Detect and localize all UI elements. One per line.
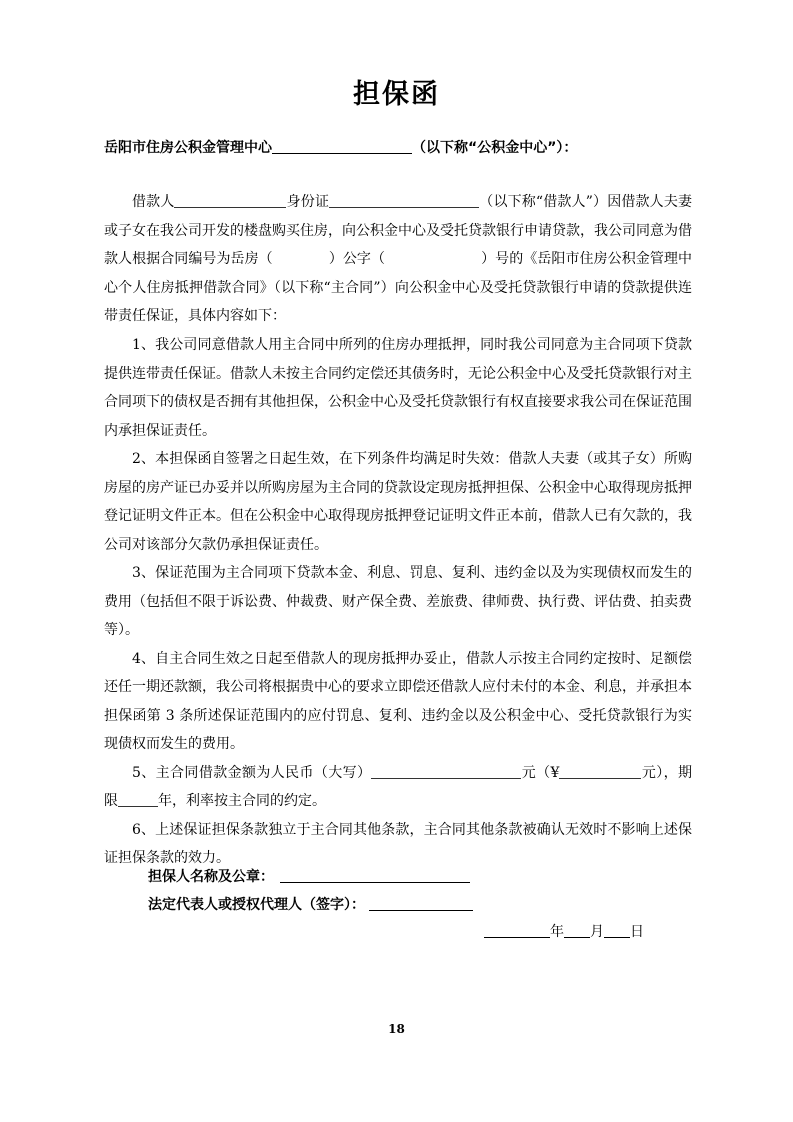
borrower-label: 借款人 — [132, 194, 175, 210]
page-number: 18 — [388, 1022, 405, 1036]
day-label: 日 — [630, 924, 644, 940]
intro-text-3: ）号的《岳阳市住房公积金管理中心个人住房抵押借款合同》（以下称“主合同”）向公积金中心及受托贷款银行申请的贷款提供连带责任保证，具体内容如下： — [104, 251, 692, 324]
id-number-blank[interactable] — [329, 193, 479, 208]
representative-blank[interactable] — [369, 896, 473, 911]
guarantor-blank[interactable] — [280, 868, 470, 883]
amount-number-blank[interactable] — [559, 764, 641, 779]
clause-6: 6、上述保证担保条款独立于主合同其他条款，主合同其他条款被确认无效时不影响上述保证担保条款的效力。 — [104, 821, 692, 866]
amount-words-blank[interactable] — [371, 764, 521, 779]
date-line — [484, 921, 644, 941]
term-years-blank[interactable] — [118, 792, 158, 807]
clause-5-text-3: 元），期限 — [104, 764, 692, 809]
clause-5-text-4: 年，利率按主合同的约定。 — [158, 793, 326, 809]
clause-1: 1、我公司同意借款人用主合同中所列的住房办理抵押，同时我公司同意为主合同项下贷款提供连带责任保证。借款人未按主合同约定偿还其债务时，无论公积金中心及受托贷款银行对主合同项下的债权是否拥有其他担保，公积金中心及受托贷款银行有权直接要求我公司在保证范围内承担保证责任。 — [104, 337, 692, 439]
clause-5-text-2: 元（¥ — [521, 764, 560, 781]
representative-label: 法定代表人或授权代理人（签字）： — [148, 897, 365, 913]
guarantor-label: 担保人名称及公章： — [148, 869, 274, 885]
addressee-suffix: （以下称“公积金中心”）： — [412, 140, 578, 156]
intro-text-2: ）公字（ — [328, 251, 386, 267]
document-title: 担保函 — [353, 79, 440, 110]
clause-4: 4、自主合同生效之日起至借款人的现房抵押办妥止，借款人示按主合同约定按时、足额偿还任一期还款额，我公司将根据贵中心的要求立即偿还借款人应付未付的本金、利息，并承担本担保函第 3 条所述保证范围内的应付罚息、复利、违约金以及公积金中心、受托贷款银行为实现债权而发生的费用。 — [104, 650, 692, 752]
clause-2: 2、本担保函自签署之日起生效，在下列条件均满足时失效：借款人夫妻（或其子女）所购房屋的房产证已办妥并以所购房屋为主合同的贷款设定现房抵押担保、公积金中心取得现房抵押登记证明文件正本。但在公积金中心取得现房抵押登记证明文件正本前，借款人已有欠款的，我公司对该部分欠款仍承担保证责任。 — [104, 451, 692, 553]
day-blank[interactable] — [604, 923, 630, 938]
intro-paragraph — [104, 188, 692, 331]
clause-5-text-1: 5、主合同借款金额为人民币（大写） — [132, 764, 372, 781]
borrower-blank[interactable] — [174, 193, 286, 208]
clauses-section — [104, 331, 692, 873]
addressee-blank[interactable] — [272, 139, 412, 154]
clause-3: 3、保证范围为主合同项下贷款本金、利息、罚息、复利、违约金以及为实现债权而发生的费用（包括但不限于诉讼费、仲裁费、财产保全费、差旅费、律师费、执行费、评估费、拍卖费等）。 — [104, 565, 692, 638]
representative-line — [148, 894, 473, 914]
year-label: 年 — [550, 924, 564, 940]
month-blank[interactable] — [564, 923, 590, 938]
id-label: 身份证 — [286, 194, 330, 210]
year-blank[interactable] — [484, 923, 550, 938]
addressee-line — [104, 137, 577, 157]
intro-text-1: （以下称“借款人”）因借款人夫妻或子女在我公司开发的楼盘购买住房，向公积金中心及受托贷款银行申请贷款，我公司同意为借款人根据合同编号为岳房（ — [104, 194, 692, 267]
guarantor-line — [148, 866, 470, 886]
clause-5 — [104, 759, 692, 816]
month-label: 月 — [590, 924, 604, 940]
addressee-prefix: 岳阳市住房公积金管理中心 — [104, 140, 272, 156]
